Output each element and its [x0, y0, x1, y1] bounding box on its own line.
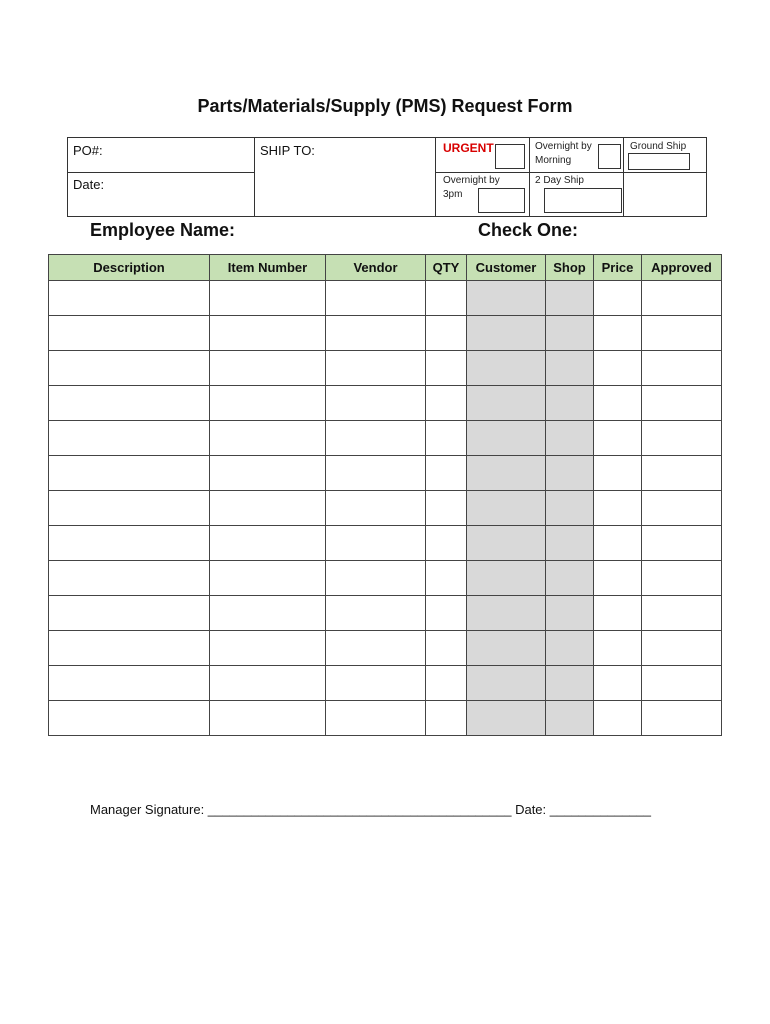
cell-item-number[interactable]	[210, 561, 326, 596]
cell-vendor[interactable]	[326, 456, 426, 491]
cell-vendor[interactable]	[326, 631, 426, 666]
cell-vendor[interactable]	[326, 491, 426, 526]
items-table	[48, 254, 722, 736]
cell-item-number[interactable]	[210, 596, 326, 631]
cell-item-number[interactable]	[210, 281, 326, 316]
cell-price[interactable]	[594, 316, 642, 351]
column-header-price: Price	[594, 255, 642, 281]
cell-price[interactable]	[594, 351, 642, 386]
urgent-label: URGENT	[443, 141, 494, 155]
cell-description[interactable]	[49, 561, 210, 596]
cell-shop[interactable]	[546, 596, 594, 631]
table-row	[49, 666, 722, 701]
two-day-ship-label: 2 Day Ship	[535, 175, 584, 186]
cell-qty[interactable]	[426, 281, 467, 316]
cell-vendor[interactable]	[326, 701, 426, 736]
cell-description[interactable]	[49, 386, 210, 421]
divider	[68, 172, 254, 173]
cell-price[interactable]	[594, 666, 642, 701]
cell-price[interactable]	[594, 281, 642, 316]
cell-shop[interactable]	[546, 526, 594, 561]
cell-vendor[interactable]	[326, 526, 426, 561]
table-row	[49, 561, 722, 596]
table-row	[49, 351, 722, 386]
cell-description[interactable]	[49, 456, 210, 491]
employee-name-label: Employee Name:	[90, 220, 236, 240]
cell-qty[interactable]	[426, 701, 467, 736]
cell-shop[interactable]	[546, 316, 594, 351]
cell-shop[interactable]	[546, 281, 594, 316]
cell-shop[interactable]	[546, 491, 594, 526]
signature-date-field[interactable]: ______________	[549, 802, 651, 817]
cell-price[interactable]	[594, 526, 642, 561]
cell-shop[interactable]	[546, 421, 594, 456]
cell-approved[interactable]	[642, 421, 722, 456]
cell-description[interactable]	[49, 316, 210, 351]
cell-vendor[interactable]	[326, 421, 426, 456]
cell-approved[interactable]	[642, 526, 722, 561]
cell-price[interactable]	[594, 456, 642, 491]
table-row	[49, 526, 722, 561]
overnight-morning-label: Overnight by Morning	[535, 141, 592, 166]
table-row	[49, 701, 722, 736]
table-row	[49, 631, 722, 666]
overnight-3pm-label: Overnight by 3pm	[443, 175, 500, 200]
cell-qty[interactable]	[426, 666, 467, 701]
cell-item-number[interactable]	[210, 526, 326, 561]
table-row	[49, 456, 722, 491]
cell-description[interactable]	[49, 666, 210, 701]
cell-item-number[interactable]	[210, 386, 326, 421]
ground-ship-checkbox[interactable]	[628, 153, 690, 170]
table-header-row	[49, 255, 722, 281]
cell-description[interactable]	[49, 491, 210, 526]
cell-customer[interactable]	[467, 526, 546, 561]
cell-item-number[interactable]	[210, 316, 326, 351]
cell-item-number[interactable]	[210, 491, 326, 526]
signature-line	[90, 802, 651, 817]
cell-customer[interactable]	[467, 386, 546, 421]
cell-approved[interactable]	[642, 666, 722, 701]
cell-shop[interactable]	[546, 631, 594, 666]
cell-customer[interactable]	[467, 666, 546, 701]
overnight-morning-checkbox[interactable]	[598, 144, 621, 169]
cell-price[interactable]	[594, 701, 642, 736]
cell-customer[interactable]	[467, 351, 546, 386]
cell-vendor[interactable]	[326, 666, 426, 701]
cell-shop[interactable]	[546, 351, 594, 386]
cell-vendor[interactable]	[326, 281, 426, 316]
column-header-approved: Approved	[642, 255, 722, 281]
cell-price[interactable]	[594, 421, 642, 456]
cell-customer[interactable]	[467, 596, 546, 631]
cell-item-number[interactable]	[210, 421, 326, 456]
cell-qty[interactable]	[426, 596, 467, 631]
cell-approved[interactable]	[642, 491, 722, 526]
cell-item-number[interactable]	[210, 456, 326, 491]
cell-description[interactable]	[49, 631, 210, 666]
cell-qty[interactable]	[426, 351, 467, 386]
cell-description[interactable]	[49, 281, 210, 316]
cell-qty[interactable]	[426, 386, 467, 421]
column-header-qty: QTY	[426, 255, 467, 281]
column-header-shop: Shop	[546, 255, 594, 281]
cell-price[interactable]	[594, 561, 642, 596]
table-row	[49, 281, 722, 316]
divider	[435, 172, 707, 173]
date-label: Date:	[73, 177, 105, 192]
divider	[254, 138, 255, 216]
cell-approved[interactable]	[642, 561, 722, 596]
cell-customer[interactable]	[467, 631, 546, 666]
table-row	[49, 596, 722, 631]
table-row	[49, 491, 722, 526]
cell-qty[interactable]	[426, 316, 467, 351]
ground-ship-label: Ground Ship	[630, 141, 687, 152]
check-one-label: Check One:	[478, 220, 579, 240]
cell-description[interactable]	[49, 351, 210, 386]
table-row	[49, 316, 722, 351]
cell-approved[interactable]	[642, 701, 722, 736]
cell-vendor[interactable]	[326, 386, 426, 421]
cell-description[interactable]	[49, 701, 210, 736]
cell-qty[interactable]	[426, 561, 467, 596]
cell-description[interactable]	[49, 526, 210, 561]
cell-customer[interactable]	[467, 701, 546, 736]
cell-price[interactable]	[594, 386, 642, 421]
cell-approved[interactable]	[642, 596, 722, 631]
cell-price[interactable]	[594, 596, 642, 631]
cell-customer[interactable]	[467, 421, 546, 456]
cell-description[interactable]	[49, 596, 210, 631]
two-day-ship-checkbox[interactable]	[544, 188, 622, 213]
urgent-checkbox[interactable]	[495, 144, 525, 169]
cell-vendor[interactable]	[326, 316, 426, 351]
column-header-customer: Customer	[467, 255, 546, 281]
header-block	[67, 137, 707, 217]
cell-approved[interactable]	[642, 386, 722, 421]
cell-item-number[interactable]	[210, 666, 326, 701]
cell-approved[interactable]	[642, 456, 722, 491]
cell-qty[interactable]	[426, 526, 467, 561]
cell-customer[interactable]	[467, 561, 546, 596]
manager-signature-field[interactable]: __________________________________________	[207, 802, 512, 817]
cell-shop[interactable]	[546, 456, 594, 491]
cell-shop[interactable]	[546, 701, 594, 736]
cell-vendor[interactable]	[326, 351, 426, 386]
cell-approved[interactable]	[642, 631, 722, 666]
signature-date-label: Date:	[511, 802, 550, 817]
cell-vendor[interactable]	[326, 596, 426, 631]
divider	[529, 138, 530, 216]
cell-shop[interactable]	[546, 666, 594, 701]
manager-signature-label: Manager Signature:	[90, 802, 208, 817]
cell-qty[interactable]	[426, 421, 467, 456]
column-header-item-number: Item Number	[210, 255, 326, 281]
cell-price[interactable]	[594, 631, 642, 666]
cell-vendor[interactable]	[326, 561, 426, 596]
cell-shop[interactable]	[546, 386, 594, 421]
cell-item-number[interactable]	[210, 631, 326, 666]
cell-qty[interactable]	[426, 456, 467, 491]
overnight-3pm-checkbox[interactable]	[478, 188, 525, 213]
cell-price[interactable]	[594, 491, 642, 526]
cell-approved[interactable]	[642, 316, 722, 351]
cell-qty[interactable]	[426, 491, 467, 526]
cell-qty[interactable]	[426, 631, 467, 666]
column-header-vendor: Vendor	[326, 255, 426, 281]
column-header-description: Description	[49, 255, 210, 281]
form-title: Parts/Materials/Supply (PMS) Request Form	[197, 96, 573, 116]
items-table-body	[49, 281, 722, 736]
po-label: PO#:	[73, 143, 103, 158]
divider	[435, 138, 436, 216]
table-row	[49, 421, 722, 456]
cell-shop[interactable]	[546, 561, 594, 596]
cell-item-number[interactable]	[210, 351, 326, 386]
cell-customer[interactable]	[467, 491, 546, 526]
cell-customer[interactable]	[467, 281, 546, 316]
cell-description[interactable]	[49, 421, 210, 456]
cell-item-number[interactable]	[210, 701, 326, 736]
cell-approved[interactable]	[642, 351, 722, 386]
cell-customer[interactable]	[467, 316, 546, 351]
table-row	[49, 386, 722, 421]
divider	[623, 138, 624, 216]
ship-to-label: SHIP TO:	[260, 143, 315, 158]
cell-customer[interactable]	[467, 456, 546, 491]
cell-approved[interactable]	[642, 281, 722, 316]
